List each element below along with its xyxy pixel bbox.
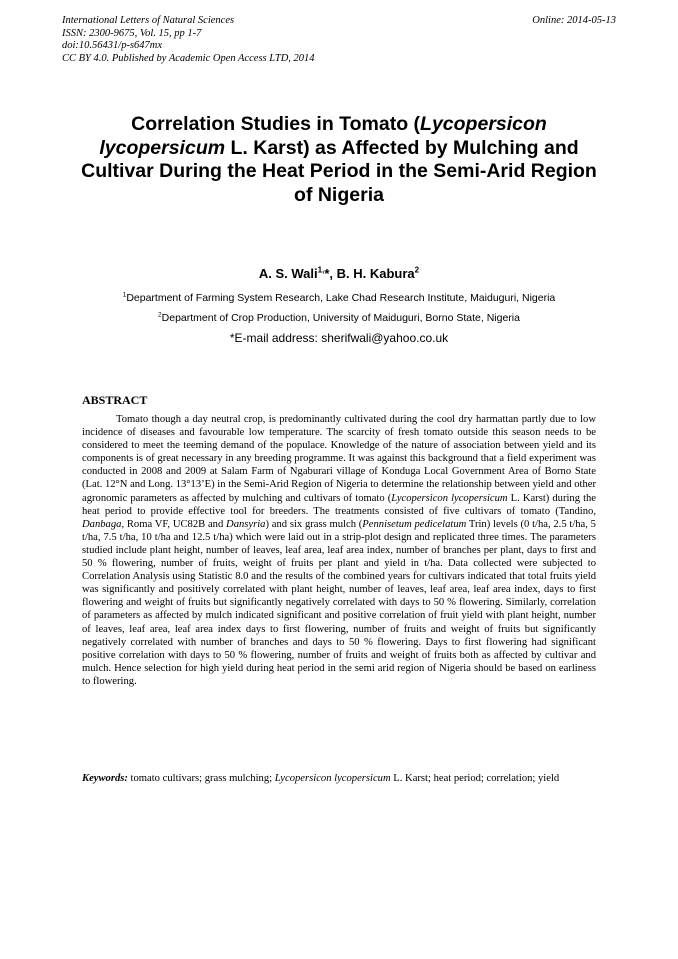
title-part1: Correlation Studies in Tomato ( [131, 113, 421, 135]
keywords-label: Keywords: [82, 773, 128, 784]
abstract-text-2: L. Karst) during the heat period to provide effective tool for breeders. The treatments consisted of five cultivars of tomato (Tandino, [82, 492, 597, 517]
journal-license: CC BY 4.0. Published by Academic Open Access LTD, 2014 [62, 52, 315, 64]
abstract-text-4: ) and six grass mulch ( [265, 518, 363, 530]
journal-name: International Letters of Natural Sciences [62, 15, 235, 26]
affiliation-2-text: Department of Crop Production, University of Maiduguri, Borno State, Nigeria [161, 312, 520, 324]
abstract-cultivar-danbaga: Danbaga [82, 518, 122, 530]
author-2-affiliation-mark: 2 [414, 265, 420, 275]
corresponding-email: *E-mail address: sherifwali@yahoo.co.uk [229, 331, 449, 345]
corresponding-mark: *, [324, 266, 337, 281]
affiliation-1-text: Department of Farming System Research, Lake Chad Research Institute, Maiduguri, Nigeria [126, 292, 556, 304]
affiliation-1-mark: 1 [122, 291, 127, 299]
abstract-grass-species: Pennisetum pedicelatum [362, 518, 467, 530]
abstract-text-5: Trin) levels (0 t/ha, 2.5 t/ha, 5 t/ha, 7.5 t/ha, 10 t/ha and 12.5 t/ha) which were laid out in a strip-plot design and replicated three times. The parameters studied include plant height, number of leaves, leaf area, leaf area index, number of branches per plant, days to first and 50 % flowering, number of fruits, weight of fruits per plant and yield in t/ha. Data collected were subjected to Correlation Analysis using Statistic 8.0 and the results of the combined years for cultivars indicated that total fruits yield was significantly and positively correlated with plant height, number of leaves, leaf area, leaf area index, days to first flowering and weight of fruits but significantly negatively correlated with days to 50 % flowering. Similarly, correlation of parameters as affected by mulch indicated significant and positive correlation of fruit yield with plant height, number of leaves, leaf area, leaf area index days to first flowering, number of fruits and weight of fruits but significantly negatively correlated with number of branches and days to 50 % flowering. Days to first flowering had significant positive correlation with days to 50 % flowering, number of fruits and weight of fruits both as affected by cultivar and mulch. Hence selection for high yield during heat period in the semi arid region of Nigeria should be based on earliness to flowering. [82, 518, 596, 687]
journal-doi: doi:10.56431/p-s647mx [62, 40, 163, 51]
author-1-affiliation-mark: 1, [317, 265, 325, 275]
keywords-species: Lycopersicon lycopersicum [274, 773, 391, 784]
journal-header [62, 15, 618, 65]
abstract-cultivar-dansyria: Dansyria [226, 518, 266, 530]
author-2: B. H. Kabura [336, 266, 415, 281]
author-1: A. S. Wali [258, 266, 318, 281]
online-date: Online: 2014-05-13 [532, 15, 616, 26]
abstract-text-1: Tomato though a day neutral crop, is predominantly cultivated during the cool dry harmattan partly due to low incidence of diseases and favourable low temperature. The scarcity of fresh tomato outside this season needs to be considered to meet the teeming demand of the populace. Knowledge of the nature of association between yield and its components is of great necessary in any breeding programme. It was against this background that a field experiment was conducted in 2008 and 2009 at Salam Farm of Ngaburari village of Konduga Local Government Area of Borno State (Lat. 12°N and Long. 13°13’E) in the Semi-Arid Region of Nigeria to determine the relationship between yield and other agronomic parameters as affected by mulching and cultivars of tomato ( [82, 414, 596, 504]
abstract-body [82, 413, 596, 688]
title-species: Lycopersicon lycopersicum [99, 113, 547, 159]
affiliation-2-mark: 2 [158, 311, 162, 319]
abstract-heading: ABSTRACT [82, 393, 148, 407]
affiliation-1 [62, 292, 616, 304]
journal-issn: ISSN: 2300-9675, Vol. 15, pp 1-7 [62, 27, 202, 39]
author-list [62, 266, 616, 281]
affiliation-2 [62, 312, 616, 324]
keywords [82, 772, 596, 785]
keywords-text-1: tomato cultivars; grass mulching; [127, 773, 275, 784]
keywords-text-2: L. Karst; heat period; correlation; yield [390, 773, 560, 784]
abstract-text-3: , Roma VF, UC82B and [121, 518, 227, 530]
abstract-species: Lycopersicon lycopersicum [391, 492, 508, 504]
paper-title [72, 113, 606, 207]
title-part2: L. Karst) as Affected by Mulching and Cultivar During the Heat Period in the Semi-Arid Region of Nigeria [81, 136, 597, 206]
